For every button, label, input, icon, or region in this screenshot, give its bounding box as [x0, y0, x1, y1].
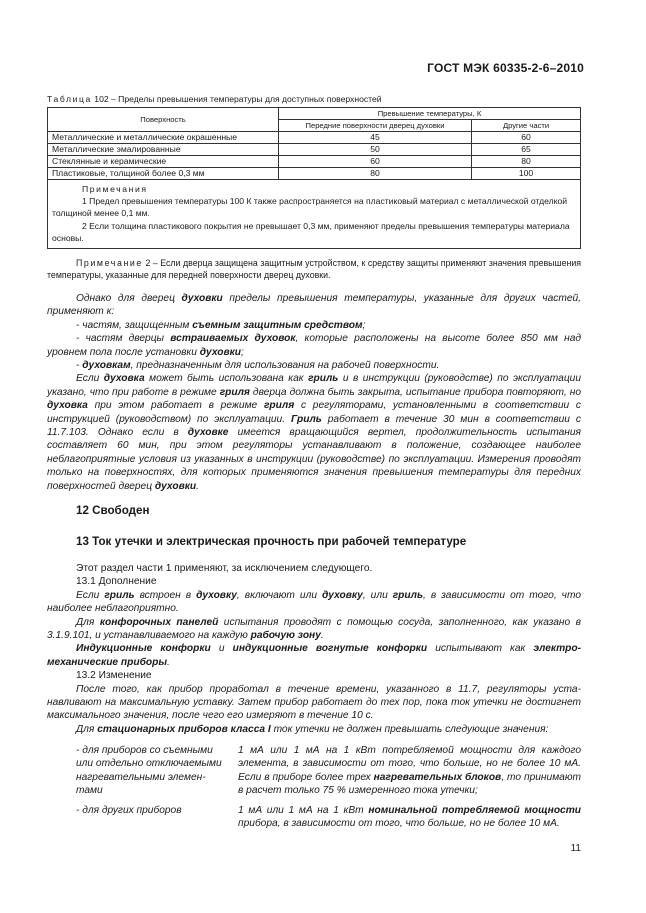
paragraph: - частям, защищенным съемным защитным средством;: [76, 319, 366, 331]
paragraph: Если гриль встроен в духовку, включают или духовку, или гриль, в зависимости от того, что наиболее неблагоприятно.: [47, 589, 581, 615]
note-label: Примечание: [76, 258, 143, 268]
paragraph: Если духовка может быть использована как гриль и в инструкции (руководстве) по эксплуатации указано, что при работе в режиме гриля дверца должна быть закрыта, испытание прибора повторяют, но духовка при этом работает в режиме гриля с регуляторами, установленными в соответствии с инструкцией (руководством) по эксплуатации. Гриль работает в течение 30 мин в соответствии с 11.7.103. Однако если в духовке имеется вращающийся вертел, продолжительность испытания составляет 60 мин, при этом регуляторы устанавливают в положение, создающее наиболее неблагоприятные условия из указанных в инструкции (руководстве) по эксплуатации. Измерения проводят только на поверхностях, для которых применяются значения превышения температуры для передних поверхностей дверец духовки.: [47, 373, 581, 492]
cell-front: 60: [279, 156, 472, 168]
paragraph: - духовкам, предназначенным для использования на рабочей поверхности.: [76, 360, 440, 372]
limit-row-left: - для приборов со съемными или отдельно отключаемыми нагревательными элементами: [76, 745, 222, 797]
subsection-13-2: 13.2 Изменение: [76, 670, 152, 682]
cell-front: 80: [279, 168, 472, 180]
paragraph: После того, как прибор проработал в течение времени, указанного в 11.7, регуляторы устанавливают на максимальную уставку. Затем прибор работает до тех пор, пока ток утечки не достигнет максимального значения, после чего его измеряют в течение 10 с.: [47, 683, 581, 722]
limit-row-right: 1 мА или 1 мА на 1 кВт номинальной потребляемой мощности прибора, в зависимости от того, что больше, но не более 10 мА.: [238, 805, 582, 830]
table-notes-row: [48, 180, 581, 249]
table-notes: [48, 180, 581, 249]
paragraph: Для стационарных приборов класса I ток утечки не должен превышать следующие значения:: [76, 723, 549, 735]
cell-surface: Стеклянные и керамические: [48, 156, 279, 168]
col-header-other-parts: Другие части: [472, 120, 581, 132]
table-caption-word: Таблица: [47, 94, 92, 104]
table-caption: [47, 94, 382, 104]
paragraph: - частям дверцы встраиваемых духовок, которые расположены на высоте более 850 мм над уровнем пола после установки духовки;: [47, 333, 582, 358]
table-row: [48, 132, 581, 144]
cell-other: 60: [472, 132, 581, 144]
cell-surface: Пластиковые, толщиной более 0,3 мм: [48, 168, 279, 180]
col-header-surface: Поверхность: [48, 108, 279, 132]
limit-row-left: - для других приборов: [76, 805, 182, 816]
subsection-13-1: 13.1 Дополнение: [76, 576, 157, 588]
paragraph: Однако для дверец духовки пределы превышения температуры, указанные для других частей, применяют к:: [47, 293, 581, 318]
cell-surface: Металлические и металлические окрашенные: [48, 132, 279, 144]
cell-surface: Металлические эмалированные: [48, 144, 279, 156]
col-header-front-surfaces: Передние поверхности дверец духовки: [279, 120, 472, 132]
note-1: 1 Предел превышения температуры 100 К также распространяется на пластиковый материал с металлической отделкой толщиной менее 0,1 мм.: [52, 196, 568, 219]
limit-row-right: 1 мА или 1 мА на 1 кВт потребляемой мощности для каждого элемента, в зависимости от того, что больше, но не более 10 мА. Если в приборе более трех нагревательных блоков, то принимают в расчет только 75 % измеренного тока утечки;: [238, 745, 581, 797]
table-caption-text: 102 – Пределы превышения температуры для доступных поверхностей: [91, 94, 382, 104]
note-after-table: [47, 257, 581, 282]
notes-title: Примечания: [82, 184, 148, 194]
col-header-temperature: Превышение температуры, К: [279, 108, 581, 120]
table-row: [48, 144, 581, 156]
cell-other: 100: [472, 168, 581, 180]
section-12-heading: 12 Свободен: [76, 504, 150, 517]
body-text: [47, 292, 581, 493]
table-row: [48, 156, 581, 168]
page-number: 11: [570, 843, 581, 854]
cell-front: 50: [279, 144, 472, 156]
document-header: ГОСТ МЭК 60335-2-6–2010: [427, 61, 584, 75]
paragraph: Индукционные конфорки и индукционные вогнутые конфорки испытывают как электромеханические приборы.: [47, 643, 582, 668]
section-13-text: [47, 562, 581, 736]
note-text: 2 – Если дверца защищена защитным устройством, к средству защиты применяют значения превышения температуры, указанные для передней поверхности дверец духовки.: [47, 258, 581, 281]
table-header-row: [48, 108, 581, 120]
cell-other: 65: [472, 144, 581, 156]
table-row: [48, 168, 581, 180]
note-2: 2 Если толщина пластикового покрытия не превышает 0,3 мм, применяют пределы превышения температуры материала основы.: [52, 220, 570, 243]
paragraph: Этот раздел части 1 применяют, за исключением следующего.: [76, 563, 373, 574]
section-13-heading: 13 Ток утечки и электрическая прочность при рабочей температуре: [76, 535, 467, 548]
paragraph: Для конфорочных панелей испытания проводят с помощью сосуда, заполненного, как указано в 3.1.9.101, и устанавливаемого на каждую рабочую зону.: [47, 616, 581, 642]
cell-other: 80: [472, 156, 581, 168]
cell-front: 45: [279, 132, 472, 144]
temperature-limits-table: [47, 107, 581, 249]
